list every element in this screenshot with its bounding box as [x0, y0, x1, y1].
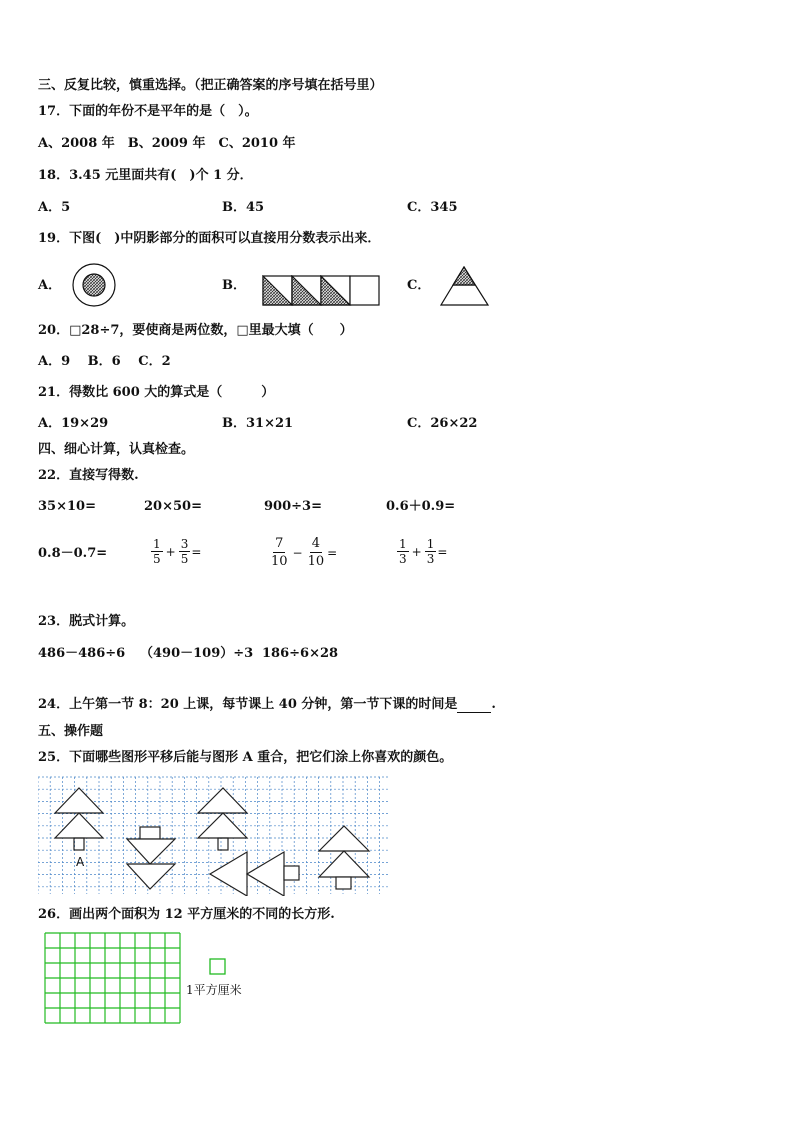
section-3-title: 三、反复比较，慎重选择。（把正确答案的序号填在括号里）	[38, 78, 383, 93]
q26-green-grid	[44, 932, 184, 1028]
q17-stem: 17．下面的年份不是平年的是（ ）。	[38, 104, 258, 119]
q22-fraction-expr-1	[150, 537, 201, 566]
q19-circle-figure	[70, 262, 118, 308]
q21-option-b: B．31×21	[222, 416, 294, 431]
denominator: 5	[153, 552, 161, 566]
denominator: 3	[426, 552, 435, 566]
denominator: 3	[399, 552, 407, 566]
q18-option-a: A．5	[38, 200, 71, 215]
q21-option-a: A．19×29	[38, 416, 109, 431]
q18-option-b: B．45	[222, 200, 265, 215]
q18-stem: 18．3.45 元里面共有( )个 1 分．	[38, 168, 253, 183]
q22-expr-1: 35×10=	[38, 499, 96, 514]
numerator: 1	[153, 537, 161, 551]
q22-fraction-expr-3	[396, 537, 447, 566]
numerator: 7	[275, 536, 284, 551]
denominator: 5	[180, 552, 189, 566]
operator: −	[292, 545, 303, 560]
q24-stem	[38, 697, 496, 713]
equals-sign: =	[437, 544, 448, 559]
equals-sign: =	[191, 544, 202, 559]
q22-expr-2: 20×50=	[144, 499, 202, 514]
q20-stem: 20．□28÷7，要使商是两位数，□里最大填（ ）	[38, 323, 353, 338]
section-5-title: 五、操作题	[38, 724, 104, 739]
q26-stem: 26．画出两个面积为 12 平方厘米的不同的长方形.	[38, 907, 335, 922]
q19-option-b: B．	[222, 278, 246, 293]
q23-stem: 23．脱式计算。	[38, 614, 135, 629]
q22-stem: 22．直接写得数.	[38, 468, 139, 483]
section-4-title: 四、细心计算，认真检查。	[38, 442, 195, 457]
q23-expr-1: 486－486÷6	[38, 646, 126, 661]
q23-expr-3: 186÷6×28	[262, 646, 339, 661]
q19-option-a: A．	[38, 278, 62, 293]
q20-options: A．9 B．6 C．2	[38, 354, 171, 369]
unit-square-icon	[209, 958, 229, 978]
q22-expr-4: 0.6＋0.9=	[386, 499, 456, 514]
q24-end: .	[491, 697, 496, 712]
q19-stem: 19．下图( )中阴影部分的面积可以直接用分数表示出来．	[38, 231, 381, 246]
numerator: 3	[180, 537, 189, 551]
unit-square-label: 1平方厘米	[186, 983, 242, 997]
q23-expr-2: （490－109）÷3	[140, 646, 254, 661]
q18-option-c: C．345	[407, 200, 458, 215]
q17-options: A、2008 年 B、2009 年 C、2010 年	[38, 136, 296, 151]
numerator: 1	[426, 537, 435, 551]
q19-triangle-figure	[440, 265, 490, 307]
q19-option-c: C．	[407, 278, 431, 293]
equals-sign: =	[327, 545, 338, 560]
operator: +	[165, 544, 176, 559]
denominator: 10	[307, 554, 325, 569]
q21-option-c: C．26×22	[407, 416, 478, 431]
numerator: 4	[311, 536, 321, 551]
q21-stem: 21．得数比 600 大的算式是（ ）	[38, 385, 275, 400]
q24-answer-blank[interactable]	[457, 700, 491, 713]
q22-expr-3: 900÷3=	[264, 499, 322, 514]
q25-grid-figure	[38, 776, 390, 896]
figure-a-label: A	[76, 855, 85, 869]
q22-expr-5: 0.8－0.7=	[38, 546, 108, 561]
q24-text: 24．上午第一节 8：20 上课，每节课上 40 分钟，第一节下课的时间是	[38, 697, 458, 712]
operator: +	[411, 544, 422, 559]
q19-squares-figure	[262, 275, 384, 307]
q25-stem: 25．下面哪些图形平移后能与图形 A 重合，把它们涂上你喜欢的颜色。	[38, 750, 453, 765]
denominator: 10	[271, 554, 288, 569]
numerator: 1	[399, 537, 407, 551]
q22-fraction-expr-2	[268, 535, 337, 570]
